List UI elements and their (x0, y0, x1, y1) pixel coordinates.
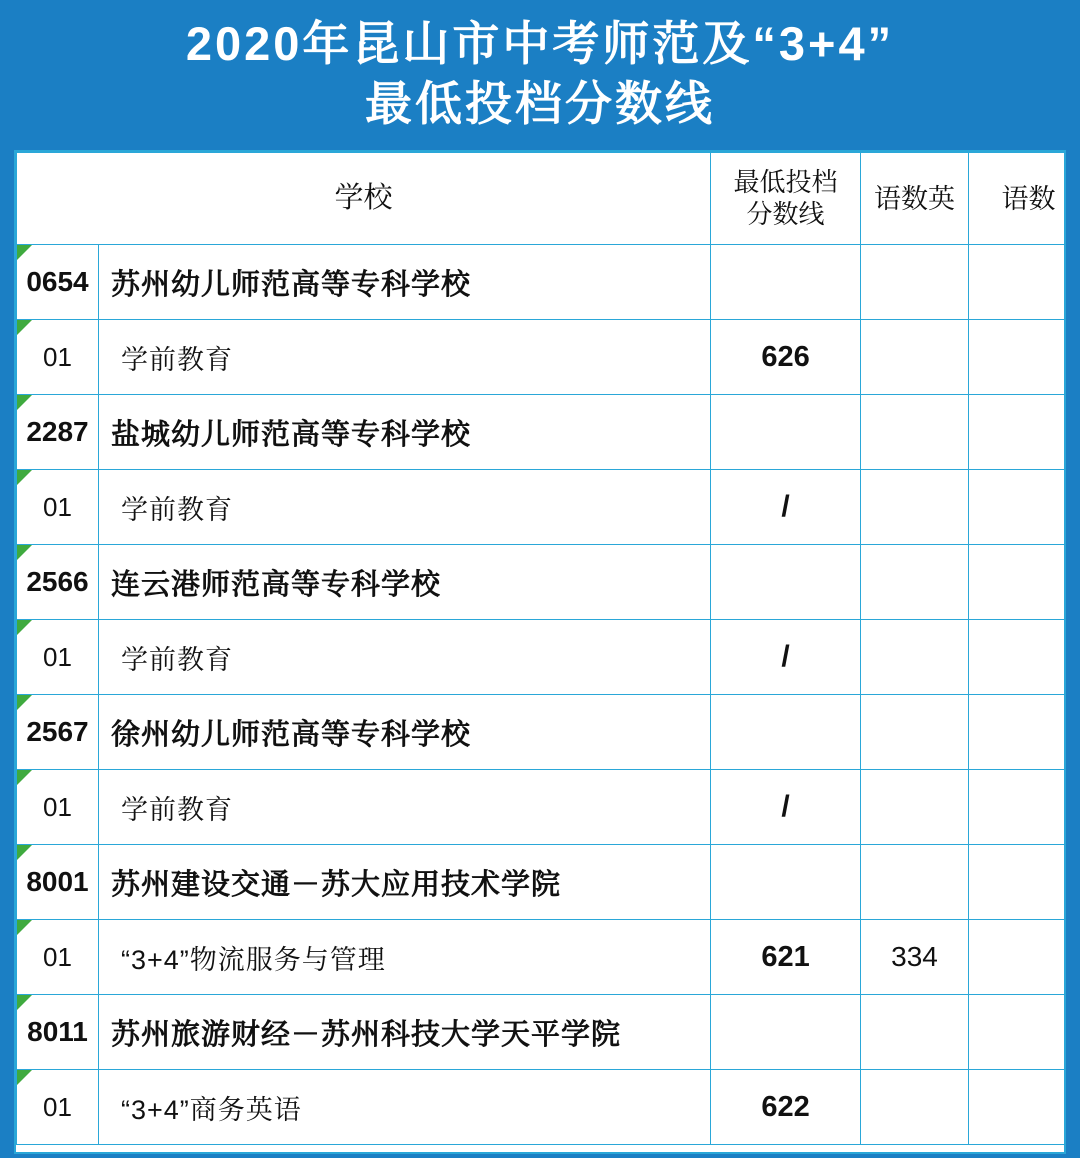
chinese-math-english-value (861, 1070, 969, 1145)
chinese-math-english-value (861, 545, 969, 620)
chinese-math-english-value (861, 395, 969, 470)
min-score-value: / (711, 620, 861, 695)
table-row (17, 995, 1067, 1070)
school-name: 苏州旅游财经－苏州科技大学天平学院 (99, 995, 711, 1070)
table-row (17, 1070, 1067, 1145)
score-table-container (14, 150, 1066, 1154)
school-code: 0654 (17, 245, 99, 320)
chinese-math-value (969, 470, 1066, 545)
table-row (17, 470, 1067, 545)
header-chinese-math: 语数 (969, 153, 1066, 245)
header-row (17, 153, 1067, 245)
major-name: 学前教育 (99, 320, 711, 395)
score-table (16, 152, 1066, 1145)
min-score-value: / (711, 470, 861, 545)
school-code: 8011 (17, 995, 99, 1070)
title-line-1: 2020年昆山市中考师范及“3+4” (185, 17, 895, 70)
chinese-math-value (969, 695, 1066, 770)
chinese-math-value (969, 320, 1066, 395)
school-name: 连云港师范高等专科学校 (99, 545, 711, 620)
title-line-2: 最低投档分数线 (365, 77, 715, 131)
school-name: 盐城幼儿师范高等专科学校 (99, 395, 711, 470)
table-header (17, 153, 1067, 245)
chinese-math-english-value (861, 995, 969, 1070)
chinese-math-value (969, 770, 1066, 845)
major-code: 01 (17, 770, 99, 845)
table-row (17, 245, 1067, 320)
chinese-math-english-value (861, 320, 969, 395)
chinese-math-value (969, 620, 1066, 695)
school-code: 2567 (17, 695, 99, 770)
major-code: 01 (17, 620, 99, 695)
school-code: 2287 (17, 395, 99, 470)
min-score-value: 621 (711, 920, 861, 995)
major-code: 01 (17, 470, 99, 545)
chinese-math-english-value (861, 845, 969, 920)
chinese-math-value (969, 845, 1066, 920)
chinese-math-value (969, 545, 1066, 620)
min-score-value: 626 (711, 320, 861, 395)
school-name: 苏州建设交通－苏大应用技术学院 (99, 845, 711, 920)
table-row (17, 845, 1067, 920)
min-score-value: / (711, 770, 861, 845)
header-school: 学校 (17, 153, 711, 245)
chinese-math-english-value (861, 245, 969, 320)
min-score-value (711, 845, 861, 920)
min-score-value (711, 545, 861, 620)
table-row (17, 320, 1067, 395)
min-score-value (711, 245, 861, 320)
major-name: 学前教育 (99, 470, 711, 545)
chinese-math-value (969, 1070, 1066, 1145)
chinese-math-english-value (861, 695, 969, 770)
table-row (17, 920, 1067, 995)
major-code: 01 (17, 1070, 99, 1145)
major-name: “3+4”物流服务与管理 (99, 920, 711, 995)
header-min-score (711, 153, 861, 245)
table-body (17, 245, 1067, 1145)
chinese-math-value (969, 395, 1066, 470)
major-name: 学前教育 (99, 770, 711, 845)
school-code: 2566 (17, 545, 99, 620)
major-name: “3+4”商务英语 (99, 1070, 711, 1145)
min-score-value: 622 (711, 1070, 861, 1145)
header-chinese-math-english: 语数英 (861, 153, 969, 245)
table-row (17, 695, 1067, 770)
min-score-value (711, 395, 861, 470)
poster-title (0, 0, 1080, 144)
header-min-score-line2: 分数线 (746, 198, 825, 229)
major-code: 01 (17, 920, 99, 995)
chinese-math-english-value (861, 770, 969, 845)
chinese-math-english-value (861, 470, 969, 545)
school-code: 8001 (17, 845, 99, 920)
major-name: 学前教育 (99, 620, 711, 695)
table-row (17, 620, 1067, 695)
table-row (17, 770, 1067, 845)
header-min-score-line1: 最低投档 (733, 167, 838, 198)
school-name: 苏州幼儿师范高等专科学校 (99, 245, 711, 320)
chinese-math-value (969, 245, 1066, 320)
min-score-value (711, 995, 861, 1070)
table-row (17, 395, 1067, 470)
chinese-math-english-value: 334 (861, 920, 969, 995)
table-row (17, 545, 1067, 620)
school-name: 徐州幼儿师范高等专科学校 (99, 695, 711, 770)
chinese-math-value (969, 920, 1066, 995)
chinese-math-english-value (861, 620, 969, 695)
chinese-math-value (969, 995, 1066, 1070)
min-score-value (711, 695, 861, 770)
major-code: 01 (17, 320, 99, 395)
